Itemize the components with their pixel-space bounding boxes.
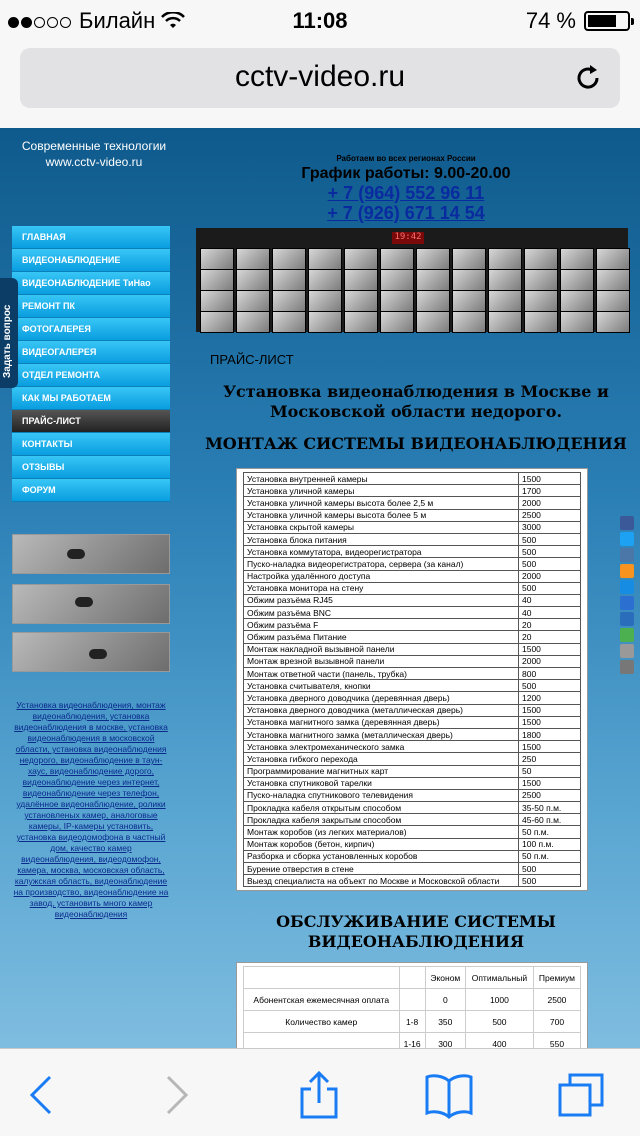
- table-row: [244, 570, 581, 582]
- service-price: 45-60 п.м.: [519, 814, 581, 826]
- table-cell: [399, 989, 425, 1011]
- service-price: 20: [519, 631, 581, 643]
- page-title: ПРАЙС-ЛИСТ: [210, 352, 294, 367]
- camera-feed-screen: [524, 248, 558, 270]
- service-price: 2500: [519, 509, 581, 521]
- menu-item[interactable]: ОТДЕЛ РЕМОНТА: [12, 364, 170, 387]
- service-name: Пуско-наладка спутникового телевидения: [244, 789, 519, 801]
- twitter-icon[interactable]: [620, 532, 634, 546]
- service-price: 500: [519, 863, 581, 875]
- menu-item[interactable]: ФОРУМ: [12, 479, 170, 502]
- menu-item[interactable]: РЕМОНТ ПК: [12, 295, 170, 318]
- service-price: 1500: [519, 704, 581, 716]
- camera-feed-screen: [560, 269, 594, 291]
- service-name: Прокладка кабеля закрытым способом: [244, 814, 519, 826]
- service-name: Установка дверного доводчика (металлическая дверь): [244, 704, 519, 716]
- service-price: 50: [519, 765, 581, 777]
- service-heading: ОБСЛУЖИВАНИЕ СИСТЕМЫ ВИДЕОНАБЛЮДЕНИЯ: [276, 912, 556, 951]
- service-price: 800: [519, 668, 581, 680]
- camera-feed-screen: [200, 311, 234, 333]
- camera-feed-screen: [272, 290, 306, 312]
- table-row: [244, 989, 581, 1011]
- camera-feed-screen: [560, 290, 594, 312]
- camera-feed-screen: [416, 269, 450, 291]
- column-header: Оптимальный: [465, 967, 533, 989]
- vk-icon[interactable]: [620, 548, 634, 562]
- camera-photo-1[interactable]: [12, 534, 170, 574]
- table-row: [244, 850, 581, 862]
- camera-feed-screen: [344, 290, 378, 312]
- camera-feed-screen: [488, 269, 522, 291]
- service-name: Настройка удалённого доступа: [244, 570, 519, 582]
- menu-item[interactable]: ВИДЕОНАБЛЮДЕНИЕ: [12, 249, 170, 272]
- table-row: [244, 1033, 581, 1049]
- camera-feed-screen: [308, 248, 342, 270]
- camera-feed-screen: [308, 311, 342, 333]
- service-name: Монтаж врезной вызывной панели: [244, 655, 519, 667]
- web-content: [0, 128, 640, 1048]
- camera-feed-screen: [344, 311, 378, 333]
- service-price: 20: [519, 619, 581, 631]
- camera-feed-screen: [416, 248, 450, 270]
- table-row: [244, 838, 581, 850]
- table-cell: 300: [425, 1033, 465, 1049]
- table-row: [244, 533, 581, 545]
- table-row: [244, 716, 581, 728]
- service-name: Установка блока питания: [244, 533, 519, 545]
- service-name: Пуско-наладка видеорегистратора, сервера (за канал): [244, 558, 519, 570]
- monitoring-room-banner: [196, 228, 628, 332]
- facebook-icon[interactable]: [620, 516, 634, 530]
- service-price: 500: [519, 546, 581, 558]
- menu-item[interactable]: ВИДЕОНАБЛЮДЕНИЕ ТиНао: [12, 272, 170, 295]
- table-cell: 1000: [465, 989, 533, 1011]
- main-heading: Установка видеонаблюдения в Москве и Московской области недорого.: [223, 382, 609, 421]
- service-name: Обжим разъёма F: [244, 619, 519, 631]
- column-header: Эконом: [425, 967, 465, 989]
- service-name: Обжим разъёма RJ45: [244, 594, 519, 606]
- table-row: [244, 753, 581, 765]
- mail-icon[interactable]: [620, 596, 634, 610]
- camera-feed-screen: [524, 311, 558, 333]
- table-row: [244, 704, 581, 716]
- table-cell: 0: [425, 989, 465, 1011]
- camera-feed-screen: [236, 290, 270, 312]
- menu-item[interactable]: КОНТАКТЫ: [12, 433, 170, 456]
- working-hours: График работы: 9.00-20.00: [301, 165, 511, 182]
- menu-item[interactable]: ПРАЙС-ЛИСТ: [12, 410, 170, 433]
- camera-feed-screen: [452, 248, 486, 270]
- table-row: [244, 631, 581, 643]
- status-bar: [0, 0, 640, 40]
- service-name: Обжим разъёма Питание: [244, 631, 519, 643]
- battery-icon: [584, 11, 630, 31]
- service-price: 500: [519, 582, 581, 594]
- browser-toolbar: [0, 1048, 640, 1136]
- camera-feed-screen: [272, 248, 306, 270]
- service-name: Монтаж коробов (из легких материалов): [244, 826, 519, 838]
- camera-feed-screen: [380, 311, 414, 333]
- more-icon[interactable]: [620, 644, 634, 658]
- table-row: [244, 789, 581, 801]
- camera-photo-2[interactable]: [12, 584, 170, 624]
- service-price: 500: [519, 533, 581, 545]
- table-cell: 500: [465, 1011, 533, 1033]
- table-row: [244, 777, 581, 789]
- service-name: Установка уличной камеры высота более 5 м: [244, 509, 519, 521]
- service-price: 250: [519, 753, 581, 765]
- service-price: 500: [519, 680, 581, 692]
- table-cell: 1-16: [399, 1033, 425, 1049]
- livejournal-icon[interactable]: [620, 612, 634, 626]
- service-price: 1700: [519, 485, 581, 497]
- menu-item[interactable]: ОТЗЫВЫ: [12, 456, 170, 479]
- table-row: [244, 680, 581, 692]
- camera-feed-screen: [452, 311, 486, 333]
- service-price: 100 п.м.: [519, 838, 581, 850]
- camera-feed-screen: [200, 248, 234, 270]
- service-price: 2000: [519, 497, 581, 509]
- column-header: [399, 967, 425, 989]
- service-price: 1500: [519, 473, 581, 485]
- social-share-bar: [620, 516, 636, 676]
- print-icon[interactable]: [620, 660, 634, 674]
- camera-feed-screen: [308, 290, 342, 312]
- service-price: 2000: [519, 570, 581, 582]
- camera-feed-screen: [272, 269, 306, 291]
- service-price: 1500: [519, 716, 581, 728]
- table-row: [244, 546, 581, 558]
- liveinternet-icon[interactable]: [620, 628, 634, 642]
- camera-feed-screen: [596, 248, 630, 270]
- camera-feed-screen: [272, 311, 306, 333]
- carrier-name: Билайн: [79, 8, 156, 33]
- table-row: [244, 863, 581, 875]
- service-name: Прокладка кабеля открытым способом: [244, 802, 519, 814]
- service-price: 1800: [519, 728, 581, 740]
- menu-item[interactable]: ФОТОГАЛЕРЕЯ: [12, 318, 170, 341]
- service-name: Разборка и сборка установленных коробов: [244, 850, 519, 862]
- camera-feed-screen: [524, 290, 558, 312]
- service-table: [236, 962, 588, 1048]
- service-name: Монтаж накладной вызывной панели: [244, 643, 519, 655]
- service-name: Установка магнитного замка (деревянная дверь): [244, 716, 519, 728]
- service-price: 1500: [519, 777, 581, 789]
- service-name: Установка монитора на стену: [244, 582, 519, 594]
- table-row: [244, 643, 581, 655]
- camera-feed-screen: [560, 311, 594, 333]
- menu-item[interactable]: ВИДЕОГАЛЕРЕЯ: [12, 341, 170, 364]
- service-name: Установка уличной камеры: [244, 485, 519, 497]
- camera-feed-screen: [488, 290, 522, 312]
- camera-feed-screen: [380, 248, 414, 270]
- table-row: [244, 594, 581, 606]
- service-name: Установка электромеханического замка: [244, 741, 519, 753]
- camera-feed-screen: [200, 290, 234, 312]
- ask-question-tab[interactable]: [0, 278, 18, 388]
- clock: 11:08: [292, 8, 348, 33]
- table-row: [244, 692, 581, 704]
- column-header: Премиум: [533, 967, 580, 989]
- bookmarks-icon[interactable]: [424, 1071, 474, 1119]
- menu-item[interactable]: КАК МЫ РАБОТАЕМ: [12, 387, 170, 410]
- table-row: [244, 741, 581, 753]
- table-header-row: [244, 967, 581, 989]
- table-row: [244, 485, 581, 497]
- price-table: [236, 468, 588, 891]
- camera-feed-screen: [236, 311, 270, 333]
- reload-icon[interactable]: [570, 60, 606, 96]
- table-row: [244, 655, 581, 667]
- table-cell: 350: [425, 1011, 465, 1033]
- camera-feed-screen: [596, 311, 630, 333]
- site-menu: [12, 226, 170, 502]
- table-row: [244, 826, 581, 838]
- table-row: [244, 619, 581, 631]
- menu-item[interactable]: ГЛАВНАЯ: [12, 226, 170, 249]
- service-name: Установка магнитного замка (металлическая дверь): [244, 728, 519, 740]
- camera-feed-screen: [380, 290, 414, 312]
- table-cell: 400: [465, 1033, 533, 1049]
- service-name: Установка внутренней камеры: [244, 473, 519, 485]
- battery-area: [526, 8, 630, 34]
- service-name: Установка скрытой камеры: [244, 521, 519, 533]
- phone-link-2[interactable]: + 7 (926) 671 14 54: [327, 203, 485, 223]
- service-name: Установка дверного доводчика (деревянная дверь): [244, 692, 519, 704]
- table-row: [244, 668, 581, 680]
- contact-header: [196, 154, 616, 223]
- battery-percent: 74 %: [525, 8, 576, 33]
- table-row: [244, 1011, 581, 1033]
- camera-feed-screen: [452, 290, 486, 312]
- camera-feed-screen: [308, 269, 342, 291]
- column-header: [244, 967, 400, 989]
- table-cell: 700: [533, 1011, 580, 1033]
- moimir-icon[interactable]: [620, 580, 634, 594]
- table-row: [244, 521, 581, 533]
- table-row: [244, 473, 581, 485]
- table-cell: Количество камер: [244, 1011, 400, 1033]
- table-row: [244, 802, 581, 814]
- dome-camera-icon: [75, 597, 93, 607]
- service-name: Установка спутниковой тарелки: [244, 777, 519, 789]
- service-price: 1500: [519, 643, 581, 655]
- service-price: 1500: [519, 741, 581, 753]
- service-name: Программирование магнитных карт: [244, 765, 519, 777]
- camera-icon: [67, 549, 85, 559]
- back-icon[interactable]: [18, 1071, 68, 1119]
- service-name: Выезд специалиста на объект по Москве и Московской области: [244, 875, 519, 887]
- service-name: Обжим разъёма BNC: [244, 607, 519, 619]
- camera-feed-screen: [488, 311, 522, 333]
- camera-feed-screen: [416, 311, 450, 333]
- camera-feed-screen: [344, 248, 378, 270]
- url-text[interactable]: cctv-video.ru: [234, 60, 406, 93]
- service-price: 3000: [519, 521, 581, 533]
- share-icon[interactable]: [294, 1071, 344, 1119]
- site-brand[interactable]: [10, 138, 178, 170]
- phone-link-1[interactable]: + 7 (964) 552 96 11: [327, 183, 485, 203]
- ask-question-label: Задать вопрос: [2, 304, 13, 378]
- service-name: Установка гибкого перехода: [244, 753, 519, 765]
- service-name: Установка считывателя, кнопки: [244, 680, 519, 692]
- camera-feed-screen: [416, 290, 450, 312]
- service-price: 35-50 п.м.: [519, 802, 581, 814]
- table-row: [244, 814, 581, 826]
- camera-feed-screen: [236, 269, 270, 291]
- table-row: [244, 728, 581, 740]
- service-price: 500: [519, 875, 581, 887]
- installation-heading: МОНТАЖ СИСТЕМЫ ВИДЕОНАБЛЮДЕНИЯ: [205, 434, 627, 453]
- service-price: 2000: [519, 655, 581, 667]
- odnoklassniki-icon[interactable]: [620, 564, 634, 578]
- table-cell: Абонентская ежемесячная оплата: [244, 989, 400, 1011]
- service-name: Установка коммутатора, видеорегистратора: [244, 546, 519, 558]
- service-name: Бурение отверстия в стене: [244, 863, 519, 875]
- table-row: [244, 509, 581, 521]
- table-row: [244, 875, 581, 887]
- brand-url: www.cctv-video.ru: [45, 155, 143, 169]
- camera-feed-screen: [452, 269, 486, 291]
- service-price: 50 п.м.: [519, 850, 581, 862]
- tabs-icon[interactable]: [556, 1071, 606, 1119]
- forward-icon[interactable]: [150, 1071, 200, 1119]
- camera-feed-screen: [560, 248, 594, 270]
- camera-feed-screen: [236, 248, 270, 270]
- table-row: [244, 558, 581, 570]
- battery-fill: [588, 15, 616, 27]
- service-price: 2500: [519, 789, 581, 801]
- camera-feed-screen: [200, 269, 234, 291]
- table-cell: 550: [533, 1033, 580, 1049]
- camera-feed-screen: [596, 269, 630, 291]
- table-cell: [244, 1033, 400, 1049]
- service-price: 500: [519, 558, 581, 570]
- service-price: 40: [519, 607, 581, 619]
- camera-photo-3[interactable]: [12, 632, 170, 672]
- table-row: [244, 765, 581, 777]
- table-row: [244, 497, 581, 509]
- regions-text: Работаем во всех регионах России: [336, 154, 476, 163]
- camera-icon: [89, 649, 107, 659]
- camera-feed-screen: [596, 290, 630, 312]
- seo-keywords-links[interactable]: Установка видеонаблюдения, монтаж видеонаблюдения, установка видеонаблюдения в москве, установка видеонаблюдения в московской области, установка видеонаблюдения недорого, видеонаблюдение в таун-хаус, видеонаблюдение дорого, видеонаблюдение через интернет, видеонаблюдение через телефон, удалённое видеонаблюдение, ролики установленых камер, аналоговые камеры, IP-камеры установить, установка видеодомофона в частный дом, качество камер видеонаблюдения, видеодомофон, камера, москва, московская область, калужская область, видеонаблюдение на производство, видеонаблюдение на завод, установить много камер видеонаблюдения: [13, 700, 169, 919]
- camera-feed-screen: [344, 269, 378, 291]
- camera-feed-screen: [380, 269, 414, 291]
- service-name: Монтаж коробов (бетон, кирпич): [244, 838, 519, 850]
- service-price: 50 п.м.: [519, 826, 581, 838]
- service-price: 40: [519, 594, 581, 606]
- banner-clock: 19:42: [392, 232, 424, 244]
- service-name: Монтаж ответной части (панель, трубка): [244, 668, 519, 680]
- service-name: Установка уличной камеры высота более 2,5 м: [244, 497, 519, 509]
- table-cell: 2500: [533, 989, 580, 1011]
- table-row: [244, 582, 581, 594]
- camera-feed-screen: [488, 248, 522, 270]
- table-cell: 1-8: [399, 1011, 425, 1033]
- table-row: [244, 607, 581, 619]
- address-bar[interactable]: [20, 48, 620, 108]
- camera-feed-screen: [524, 269, 558, 291]
- service-price: 1200: [519, 692, 581, 704]
- brand-slogan: Современные технологии: [21, 139, 167, 153]
